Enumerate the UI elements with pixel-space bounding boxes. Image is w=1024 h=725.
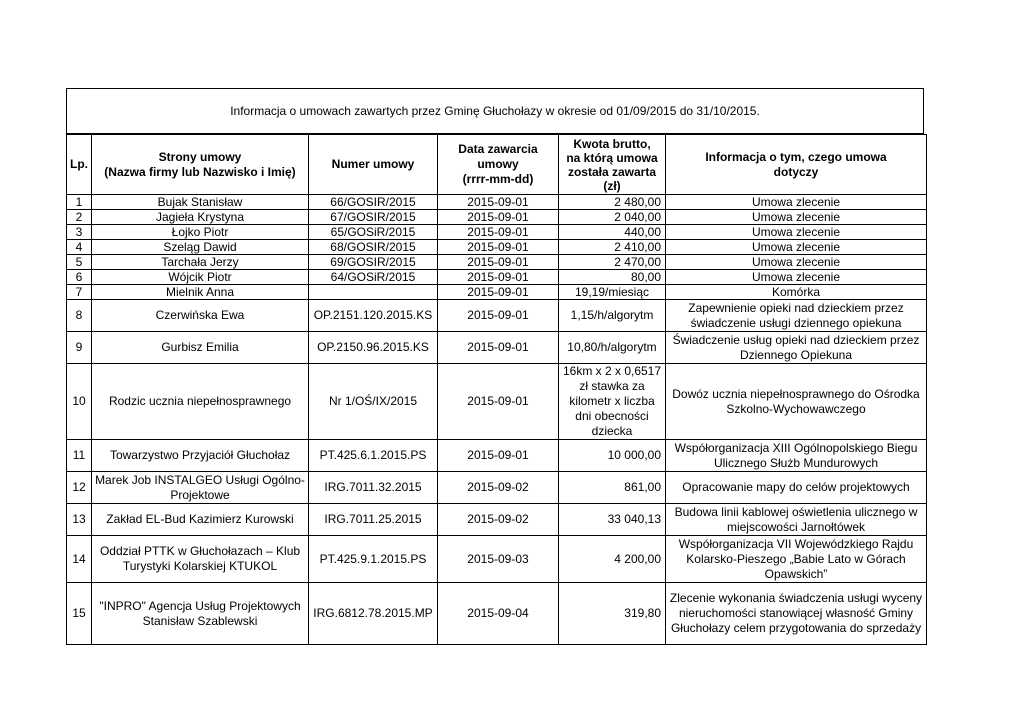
row-number: 69/GOSIR/2015 [309,255,438,270]
row-amount: 33 040,13 [559,504,666,536]
row-number: OP.2151.120.2015.KS [309,300,438,332]
row-amount: 10 000,00 [559,440,666,472]
table-row [67,225,927,240]
row-lp: 8 [67,300,92,332]
table-body [67,195,927,645]
row-subject: Budowa linii kablowej oświetlenia ulicznego w miejscowości Jarnołtówek [666,504,927,536]
row-lp: 2 [67,210,92,225]
row-date: 2015-09-01 [438,195,559,210]
row-subject: Umowa zlecenie [666,210,927,225]
row-party: Czerwińska Ewa [92,300,309,332]
row-lp: 11 [67,440,92,472]
table-row [67,332,927,364]
row-number: IRG.6812.78.2015.MP [309,583,438,645]
row-subject: Umowa zlecenie [666,240,927,255]
row-number: 65/GOSiR/2015 [309,225,438,240]
row-lp: 14 [67,536,92,583]
row-lp: 10 [67,364,92,440]
row-amount: 4 200,00 [559,536,666,583]
row-lp: 7 [67,285,92,300]
row-lp: 6 [67,270,92,285]
row-party: Mielnik Anna [92,285,309,300]
row-party: Bujak Stanisław [92,195,309,210]
row-date: 2015-09-02 [438,472,559,504]
row-date: 2015-09-01 [438,225,559,240]
row-number: Nr 1/OŚ/IX/2015 [309,364,438,440]
header-contract-number: Numer umowy [309,135,438,195]
row-subject: Komórka [666,285,927,300]
table-row [67,255,927,270]
row-party: Marek Job INSTALGEO Usługi Ogólno-Projektowe [92,472,309,504]
table-row [67,472,927,504]
row-date: 2015-09-01 [438,240,559,255]
row-party: Oddział PTTK w Głuchołazach – Klub Turystyki Kolarskiej KTUKOL [92,536,309,583]
row-date: 2015-09-02 [438,504,559,536]
row-subject: Opracowanie mapy do celów projektowych [666,472,927,504]
row-amount: 2 040,00 [559,210,666,225]
row-amount: 319,80 [559,583,666,645]
row-date: 2015-09-04 [438,583,559,645]
row-number: IRG.7011.32.2015 [309,472,438,504]
row-subject: Współorganizacja VII Wojewódzkiego Rajdu Kolarsko-Pieszego „Babie Lato w Górach Opawskich” [666,536,927,583]
row-number [309,285,438,300]
row-lp: 15 [67,583,92,645]
row-number: 68/GOSIR/2015 [309,240,438,255]
row-lp: 1 [67,195,92,210]
table-row [67,536,927,583]
row-subject: Zlecenie wykonania świadczenia usługi wyceny nieruchomości stanowiącej własność Gminy Głuchołazy celem przygotowania do sprzedaży [666,583,927,645]
row-amount: 861,00 [559,472,666,504]
row-number: PT.425.6.1.2015.PS [309,440,438,472]
row-lp: 5 [67,255,92,270]
table-row [67,440,927,472]
row-number: OP.2150.96.2015.KS [309,332,438,364]
row-amount: 16km x 2 x 0,6517 zł stawka za kilometr x liczba dni obecności dziecka [559,364,666,440]
row-date: 2015-09-01 [438,332,559,364]
row-date: 2015-09-01 [438,364,559,440]
row-subject: Dowóz ucznia niepełnosprawnego do Ośrodka Szkolno-Wychowawczego [666,364,927,440]
row-date: 2015-09-01 [438,285,559,300]
row-number: 64/GOSiR/2015 [309,270,438,285]
table-row [67,210,927,225]
row-number: 67/GOSIR/2015 [309,210,438,225]
contracts-sheet [66,88,924,645]
table-row [67,195,927,210]
header-date: Data zawarcia umowy (rrrr-mm-dd) [438,135,559,195]
row-party: Towarzystwo Przyjaciół Głuchołaz [92,440,309,472]
row-subject: Współorganizacja XIII Ogólnopolskiego Biegu Ulicznego Służb Mundurowych [666,440,927,472]
table-row [67,285,927,300]
header-lp: Lp. [67,135,92,195]
row-amount: 80,00 [559,270,666,285]
row-party: Gurbisz Emilia [92,332,309,364]
row-number: PT.425.9.1.2015.PS [309,536,438,583]
row-lp: 12 [67,472,92,504]
row-date: 2015-09-01 [438,300,559,332]
row-party: Jagieła Krystyna [92,210,309,225]
table-row [67,364,927,440]
row-amount: 2 410,00 [559,240,666,255]
row-date: 2015-09-01 [438,270,559,285]
row-lp: 3 [67,225,92,240]
row-amount: 1,15/h/algorytm [559,300,666,332]
row-subject: Umowa zlecenie [666,270,927,285]
row-party: Rodzic ucznia niepełnosprawnego [92,364,309,440]
row-subject: Umowa zlecenie [666,195,927,210]
row-lp: 13 [67,504,92,536]
row-amount: 19,19/miesiąc [559,285,666,300]
row-lp: 9 [67,332,92,364]
row-party: Tarchała Jerzy [92,255,309,270]
row-amount: 2 480,00 [559,195,666,210]
row-date: 2015-09-01 [438,210,559,225]
row-subject: Zapewnienie opieki nad dzieckiem przez świadczenie usługi dziennego opiekuna [666,300,927,332]
table-header-row [67,135,927,195]
row-amount: 10,80/h/algorytm [559,332,666,364]
row-date: 2015-09-01 [438,255,559,270]
table-row [67,240,927,255]
table-row [67,300,927,332]
row-date: 2015-09-03 [438,536,559,583]
header-subject: Informacja o tym, czego umowa dotyczy [666,135,927,195]
row-party: Zakład EL-Bud Kazimierz Kurowski [92,504,309,536]
row-subject: Umowa zlecenie [666,255,927,270]
contracts-table [66,134,927,645]
row-number: IRG.7011.25.2015 [309,504,438,536]
row-date: 2015-09-01 [438,440,559,472]
row-amount: 2 470,00 [559,255,666,270]
row-party: Wójcik Piotr [92,270,309,285]
document-title: Informacja o umowach zawartych przez Gminę Głuchołazy w okresie od 01/09/2015 do 31/10/2015. [230,104,760,118]
row-amount: 440,00 [559,225,666,240]
row-number: 66/GOSIR/2015 [309,195,438,210]
row-subject: Umowa zlecenie [666,225,927,240]
row-party: "INPRO" Agencja Usług Projektowych Stanisław Szablewski [92,583,309,645]
document-title-box [66,88,924,134]
table-row [67,504,927,536]
row-subject: Świadczenie usług opieki nad dzieckiem przez Dziennego Opiekuna [666,332,927,364]
row-lp: 4 [67,240,92,255]
header-amount: Kwota brutto, na którą umowa została zawarta (zł) [559,135,666,195]
header-party: Strony umowy (Nazwa firmy lub Nazwisko i Imię) [92,135,309,195]
table-row [67,270,927,285]
table-row [67,583,927,645]
row-party: Szeląg Dawid [92,240,309,255]
row-party: Łojko Piotr [92,225,309,240]
